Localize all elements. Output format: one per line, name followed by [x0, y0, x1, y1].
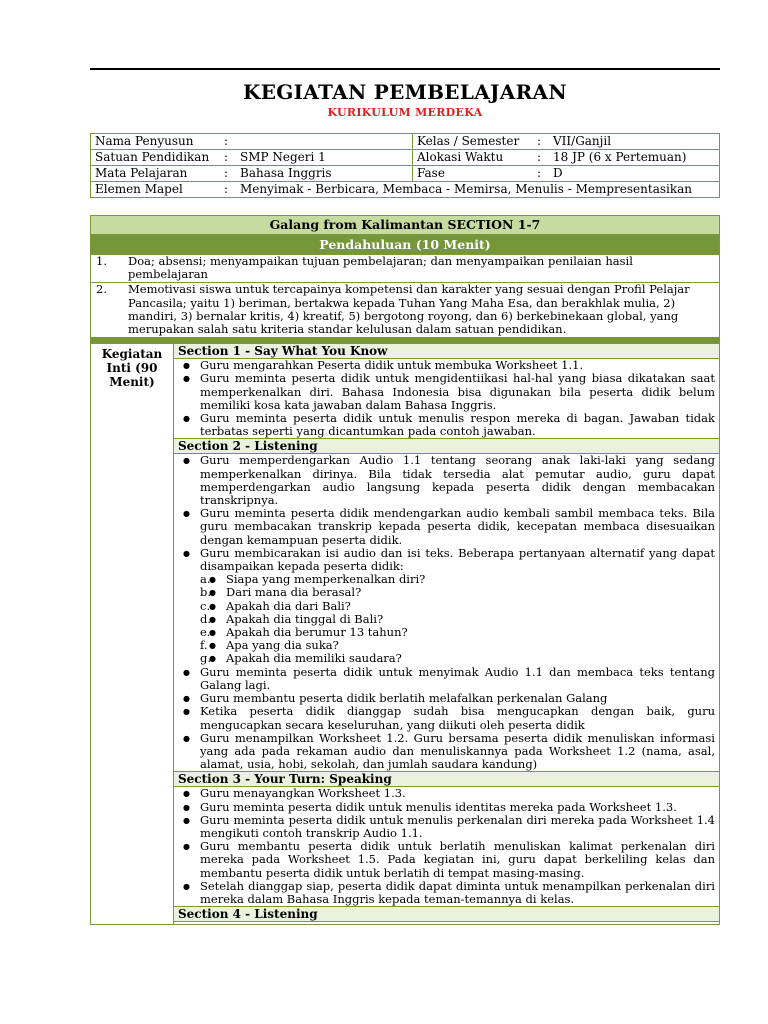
- question-text: Apakah dia berumur 13 tahun?: [226, 625, 408, 640]
- list-item: ● Guru meminta peserta didik mendengarkan audio kembali sambil membaca teks. Bila guru membacakan transkrip kepada peserta didik, kecepatan membaca disesuaikan dengan kemampuan peserta didik.: [200, 507, 715, 547]
- question-text: Apa yang dia suka?: [226, 638, 339, 653]
- info-row: [91, 134, 720, 150]
- question-mark: ● d.: [200, 611, 212, 626]
- pendahuluan-item: [91, 255, 720, 283]
- info-label2: Fase: [413, 166, 536, 182]
- item-text: Doa; absensi; menyampaikan tujuan pembelajaran; dan menyampaikan penilaian hasil pembelajaran: [128, 254, 633, 282]
- item-text: Memotivasi siswa untuk tercapainya kompetensi dan karakter yang sesuai dengan Profil Pelajar Pancasila; yaitu 1) beriman, bertakwa kepada Tuhan Yang Maha Esa, dan berakhlak mulia, 2) mandiri, 3) bernalar kritis, 4) kreatif, 5) bergotong royong, dan 6) berkebinekaan global, yang merupakan salah satu kriteria standar kelulusan dalam satuan pendidikan.: [128, 282, 690, 337]
- list-item: ● Guru meminta peserta didik untuk menulis perkenalan diri mereka pada Worksheet 1.4 mengikuti contoh transkrip Audio 1.1.: [200, 814, 715, 840]
- elemen-value: Menyimak - Berbicara, Membaca - Memirsa, Menulis - Mempresentasikan: [236, 182, 720, 198]
- list-item: ● Guru membantu peserta didik berlatih melafalkan perkenalan Galang: [200, 692, 715, 705]
- list-item: ● Guru membantu peserta didik untuk berlatih menuliskan kalimat perkenalan diri mereka pada Worksheet 1.5. Pada kegiatan ini, guru dapat berkeliling kelas dan membantu peserta didik untuk berlatih di tempat masing-masing.: [200, 840, 715, 880]
- section4-body: [91, 922, 720, 925]
- info-table: [90, 133, 720, 198]
- info-colon: :: [222, 182, 236, 198]
- elemen-label: Elemen Mapel: [91, 182, 223, 198]
- page-title: KEGIATAN PEMBELAJARAN: [243, 80, 567, 104]
- list-item: ● Guru menayangkan Worksheet 1.3.: [200, 787, 715, 800]
- top-rule: [90, 68, 720, 70]
- info-value: SMP Negeri 1: [236, 150, 413, 166]
- list-item: ● Guru meminta peserta didik untuk menulis respon mereka di bagan. Jawaban tidak terbatas seperti yang dicantumkan pada contoh jawaban.: [200, 412, 715, 438]
- section1-title: Section 1 - Say What You Know: [174, 344, 720, 359]
- info-value2: D: [549, 166, 720, 182]
- info-label2: Kelas / Semester: [413, 134, 536, 150]
- list-item: ● Guru memperdengarkan Audio 1.1 tentang seorang anak laki-laki yang sedang memperkenalkan dirinya. Bila tidak tersedia alat pemutar audio, guru dapat memperdengarkan audio langsung kepada peserta didik dengan membacakan transkripnya.: [200, 454, 715, 507]
- info-row: [91, 166, 720, 182]
- question-text: Apakah dia dari Bali?: [226, 598, 351, 613]
- lesson-title: Galang from Kalimantan SECTION 1-7: [91, 216, 720, 235]
- info-colon: :: [222, 134, 236, 150]
- info-colon: :: [222, 150, 236, 166]
- info-label: Mata Pelajaran: [91, 166, 223, 182]
- lesson-title-row: [91, 216, 720, 235]
- question-mark: ● b.: [200, 585, 212, 600]
- info-label: Nama Penyusun: [91, 134, 223, 150]
- info-value2: VII/Ganjil: [549, 134, 720, 150]
- section2-title-row: [91, 439, 720, 454]
- question-text: Dari mana dia berasal?: [226, 585, 362, 600]
- pendahuluan-title: Pendahuluan (10 Menit): [91, 235, 720, 255]
- list-item-text: Guru membicarakan isi audio dan isi teks. Beberapa pertanyaan alternatif yang dapat disampaikan kepada peserta didik:: [200, 545, 715, 574]
- list-item: ● Guru meminta peserta didik untuk mengidentiikasi hal-hal yang biasa dikatakan saat memperkenalkan diri. Bahasa Indonesia bisa digunakan bila peserta didik belum memiliki kosa kata jawaban dalam Bahasa Inggris.: [200, 372, 715, 412]
- section3-body: [91, 787, 720, 907]
- question-mark: ● e.: [200, 625, 211, 640]
- info-colon: :: [222, 166, 236, 182]
- list-item: ● Ketika peserta didik dianggap sudah bisa mengucapkan dengan baik, guru mengucapkan secara keseluruhan, yang diikuti oleh peserta didik: [200, 705, 715, 731]
- section3-list: [178, 787, 715, 906]
- info-label: Satuan Pendidikan: [91, 150, 223, 166]
- info-value: [236, 134, 413, 150]
- section2-body: [91, 454, 720, 772]
- info-colon: :: [535, 150, 549, 166]
- section4-title: Section 4 - Listening: [174, 907, 720, 922]
- list-item: ● Guru menampilkan Worksheet 1.2. Guru bersama peserta didik menuliskan informasi yang ada pada rekaman audio dan menuliskannya pada Worksheet 1.2 (nama, asal, alamat, usia, hobi, sekolah, dan jumlah saudara kandung): [200, 732, 715, 772]
- list-item: ● Guru meminta peserta didik untuk menyimak Audio 1.1 dan membaca teks tentang Galang lagi.: [200, 666, 715, 692]
- info-colon: :: [535, 134, 549, 150]
- list-item: ● Guru mengarahkan Peserta didik untuk membuka Worksheet 1.1.: [200, 359, 715, 372]
- info-row: [91, 150, 720, 166]
- info-row-elemen: [91, 182, 720, 198]
- info-value2: 18 JP (6 x Pertemuan): [549, 150, 720, 166]
- question-mark: ● g.: [200, 651, 212, 666]
- info-value: Bahasa Inggris: [236, 166, 413, 182]
- section1-list: [178, 359, 715, 438]
- section3-title-row: [91, 772, 720, 787]
- pendahuluan-title-row: [91, 235, 720, 255]
- page-subtitle: KURIKULUM MERDEKA: [327, 106, 483, 119]
- section2-title: Section 2 - Listening: [174, 439, 720, 454]
- item-number: 2.: [96, 282, 107, 297]
- question-mark: ● f.: [200, 638, 208, 653]
- section1-title-row: [91, 344, 720, 359]
- question-item: [200, 651, 715, 666]
- item-number: 1.: [96, 254, 107, 268]
- question-mark: ● a.: [200, 572, 211, 587]
- section2-list: [178, 454, 715, 771]
- question-mark: ● c.: [200, 598, 211, 613]
- lesson-table: [90, 215, 720, 925]
- info-label2: Alokasi Waktu: [413, 150, 536, 166]
- question-text: Apakah dia tinggal di Bali?: [226, 611, 384, 626]
- section1-body: [91, 359, 720, 439]
- section4-title-row: [91, 907, 720, 922]
- question-text: Apakah dia memiliki saudara?: [226, 651, 402, 666]
- question-text: Siapa yang memperkenalkan diri?: [226, 572, 426, 587]
- kegiatan-inti-label: Kegiatan Inti (90 Menit): [91, 344, 174, 925]
- pendahuluan-item: [91, 283, 720, 338]
- list-item: ● Guru meminta peserta didik untuk menulis identitas mereka pada Worksheet 1.3.: [200, 801, 715, 814]
- section3-title: Section 3 - Your Turn: Speaking: [174, 772, 720, 787]
- list-item: ● Setelah dianggap siap, peserta didik dapat diminta untuk menampilkan perkenalan diri mereka dalam Bahasa Inggris kepada teman-temannya di kelas.: [200, 880, 715, 906]
- info-colon: :: [535, 166, 549, 182]
- question-list: [200, 573, 715, 665]
- list-item: [200, 547, 715, 666]
